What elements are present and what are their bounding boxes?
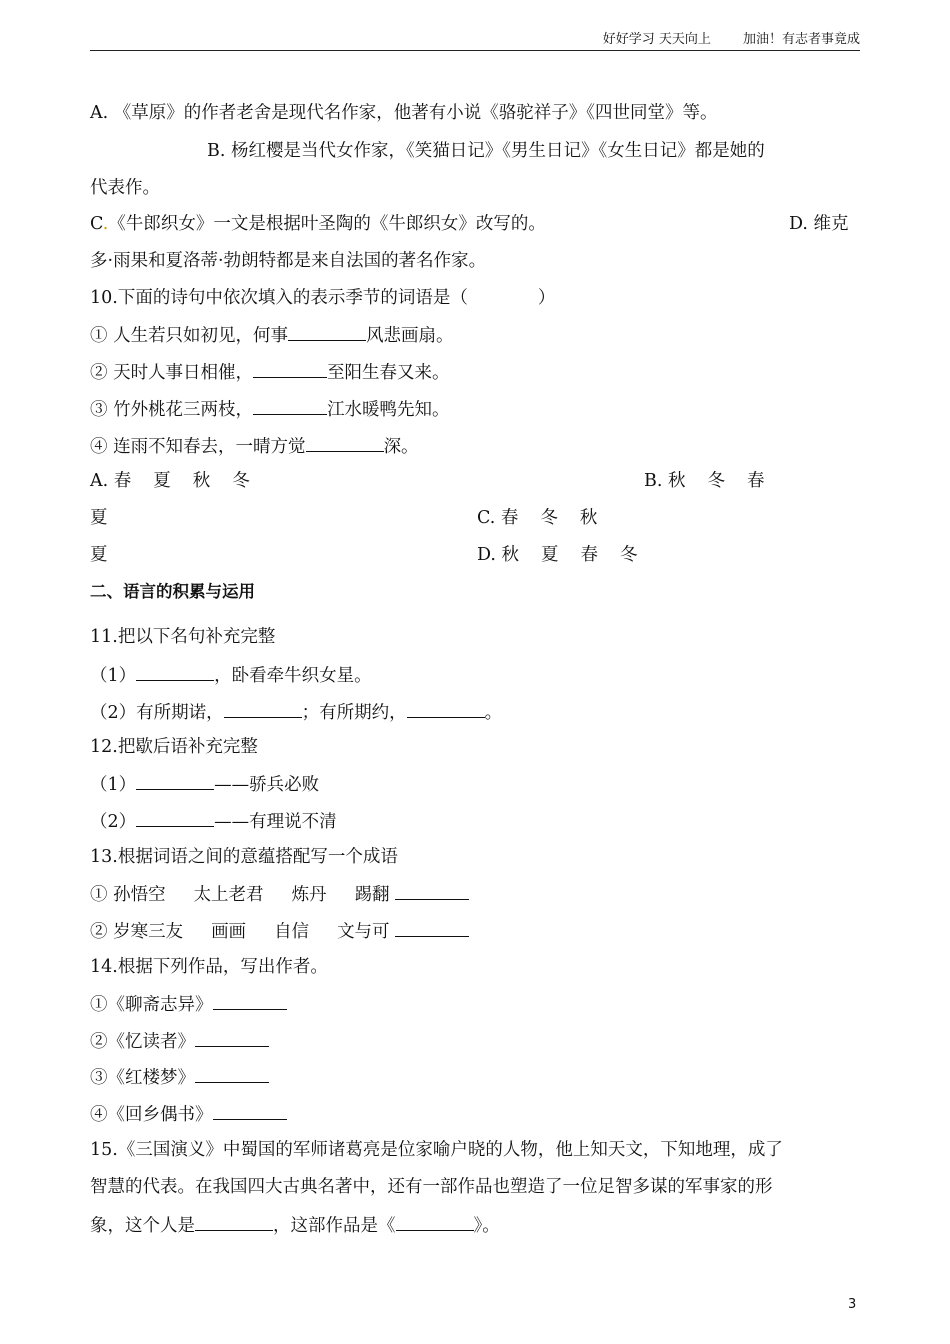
answer-blank[interactable] xyxy=(136,662,214,681)
q10-b-2: 冬 xyxy=(707,471,725,491)
answer-blank[interactable] xyxy=(224,699,302,718)
q10-a-2: 夏 xyxy=(153,471,171,491)
q9-option-d: D. 维克 xyxy=(789,214,849,234)
q12-stem: 12.把歇后语补充完整 xyxy=(90,737,258,757)
q13-r2-2: 画画 xyxy=(211,922,247,942)
answer-blank[interactable] xyxy=(395,918,469,937)
q9-option-b: B. 杨红樱是当代女作家，《笑猫日记》《男生日记》《女生日记》都是她的 xyxy=(207,141,765,161)
q9-option-c-dot: . xyxy=(102,214,109,234)
q14-w2: ②《忆读者》 xyxy=(90,1032,195,1052)
q10-line-4 xyxy=(90,433,419,459)
q9-option-a: A. 《草原》的作者老舍是现代名作家，他著有小说《骆驼祥子》《四世同堂》等。 xyxy=(90,103,718,123)
q10-line-1 xyxy=(90,322,454,348)
q10-d-4: 冬 xyxy=(620,545,638,565)
q10-line-2-a: ② 天时人事日相催， xyxy=(90,363,254,383)
q12-p1-label: （1） xyxy=(90,775,137,795)
q12-part-1 xyxy=(90,771,319,797)
page-header xyxy=(90,30,860,51)
answer-blank[interactable] xyxy=(213,1101,287,1120)
answer-blank[interactable] xyxy=(195,1212,273,1231)
q9-option-b-cont: 代表作。 xyxy=(90,178,160,198)
q10-line-4-a: ④ 连雨不知春去，一晴方觉 xyxy=(90,437,306,457)
q13-r1-1: ① 孙悟空 xyxy=(90,885,166,905)
q13-r2-4: 文与可 xyxy=(337,922,390,942)
answer-blank[interactable] xyxy=(136,771,214,790)
q12-p1-text: ——骄兵必败 xyxy=(214,775,320,795)
q12-p2-label: （2） xyxy=(90,812,137,832)
q10-option-c xyxy=(477,506,597,530)
q10-d-2: 夏 xyxy=(541,545,559,565)
section-heading: 二、语言的积累与运用 xyxy=(90,582,255,601)
q13-r1-2: 太上老君 xyxy=(193,885,264,905)
q9-option-c-label: C xyxy=(90,214,103,234)
q9-option-c-text: 《牛郎织女》一文是根据叶圣陶的《牛郎织女》改写的。 xyxy=(108,214,546,234)
q10-line-4-b: 深。 xyxy=(383,437,419,457)
q9-option-d-cont: 多·雨果和夏洛蒂·勃朗特都是来自法国的著名作家。 xyxy=(90,251,487,271)
q13-r1-3: 炼丹 xyxy=(291,885,327,905)
q11-p1-label: （1） xyxy=(90,666,137,686)
q13-r2-1: ② 岁寒三友 xyxy=(90,922,184,942)
q10-option-a xyxy=(90,469,250,493)
answer-blank[interactable] xyxy=(395,881,469,900)
q11-part-2 xyxy=(90,699,502,725)
answer-blank[interactable] xyxy=(253,396,327,415)
q10-line-2 xyxy=(90,359,450,385)
header-motto-right: 加油！有志者事竟成 xyxy=(742,32,860,47)
answer-blank[interactable] xyxy=(306,433,384,452)
q15-l3-c: 》。 xyxy=(473,1216,500,1236)
q11-p2-a: （2）有所期诺， xyxy=(90,703,224,723)
q10-option-d xyxy=(477,543,638,567)
q14-stem: 14.根据下列作品，写出作者。 xyxy=(90,957,328,977)
q10-a-4: 冬 xyxy=(232,471,250,491)
q10-b-1: B. 秋 xyxy=(644,471,686,491)
q10-line-3-a: ③ 竹外桃花三两枝， xyxy=(90,400,254,420)
q13-row-2 xyxy=(90,918,469,944)
q14-item-1 xyxy=(90,991,287,1017)
q11-p2-c: 。 xyxy=(484,703,503,723)
q10-a-3: 秋 xyxy=(192,471,211,491)
page-number: 3 xyxy=(848,1297,857,1312)
q13-stem: 13.根据词语之间的意蕴搭配写一个成语 xyxy=(90,847,398,867)
q11-p2-b: ；有所期约， xyxy=(301,703,407,723)
header-motto-left: 好好学习 天天向上 xyxy=(602,32,711,47)
q15-l3-a: 象，这个人是 xyxy=(90,1216,195,1236)
answer-blank[interactable] xyxy=(396,1212,474,1231)
answer-blank[interactable] xyxy=(213,991,287,1010)
q10-line-2-b: 至阳生春又来。 xyxy=(327,363,450,383)
q15-line-3 xyxy=(90,1212,500,1238)
q10-c-3: 秋 xyxy=(579,508,598,528)
q13-r2-3: 自信 xyxy=(274,922,310,942)
q11-p1-text: ，卧看牵牛织女星。 xyxy=(214,666,372,686)
q13-row-1 xyxy=(90,881,469,907)
answer-blank[interactable] xyxy=(288,322,366,341)
q15-line-1: 15.《三国演义》中蜀国的军师诸葛亮是位家喻户晓的人物，他上知天文，下知地理，成了 xyxy=(90,1140,783,1160)
q10-line-3 xyxy=(90,396,450,422)
q10-option-b-end: 夏 xyxy=(90,508,108,528)
q11-part-1 xyxy=(90,662,372,688)
answer-blank[interactable] xyxy=(195,1064,269,1083)
q10-option-c-end: 夏 xyxy=(90,545,108,565)
q14-item-2 xyxy=(90,1028,269,1054)
q12-p2-text: ——有理说不清 xyxy=(214,812,337,832)
q10-option-b xyxy=(644,469,765,493)
q15-line-2: 智慧的代表。在我国四大古典名著中，还有一部作品也塑造了一位足智多谋的军事家的形 xyxy=(90,1177,773,1197)
q10-c-1: C. 春 xyxy=(477,508,519,528)
q10-b-3: 春 xyxy=(747,471,765,491)
q9-option-c xyxy=(90,212,546,236)
q13-r1-4: 踢翻 xyxy=(354,885,390,905)
answer-blank[interactable] xyxy=(407,699,485,718)
q14-w1: ①《聊斋志异》 xyxy=(90,995,213,1015)
q10-line-3-b: 江水暖鸭先知。 xyxy=(327,400,450,420)
q11-stem: 11.把以下名句补充完整 xyxy=(90,627,276,647)
q10-line-1-a: ① 人生若只如初见，何事 xyxy=(90,326,289,346)
q14-w3: ③《红楼梦》 xyxy=(90,1068,195,1088)
q14-item-4 xyxy=(90,1101,287,1127)
q10-c-2: 冬 xyxy=(540,508,558,528)
q10-a-1: A. 春 xyxy=(90,471,132,491)
q12-part-2 xyxy=(90,808,337,834)
q10-stem: 10.下面的诗句中依次填入的表示季节的词语是（ ） xyxy=(90,288,556,308)
q15-l3-b: ，这部作品是《 xyxy=(273,1216,396,1236)
q10-d-1: D. 秋 xyxy=(477,545,520,565)
answer-blank[interactable] xyxy=(253,359,327,378)
q10-d-3: 春 xyxy=(580,545,599,565)
answer-blank[interactable] xyxy=(136,808,214,827)
q14-w4: ④《回乡偶书》 xyxy=(90,1105,213,1125)
q14-item-3 xyxy=(90,1064,269,1090)
answer-blank[interactable] xyxy=(195,1028,269,1047)
q10-line-1-b: 风悲画扇。 xyxy=(366,326,454,346)
